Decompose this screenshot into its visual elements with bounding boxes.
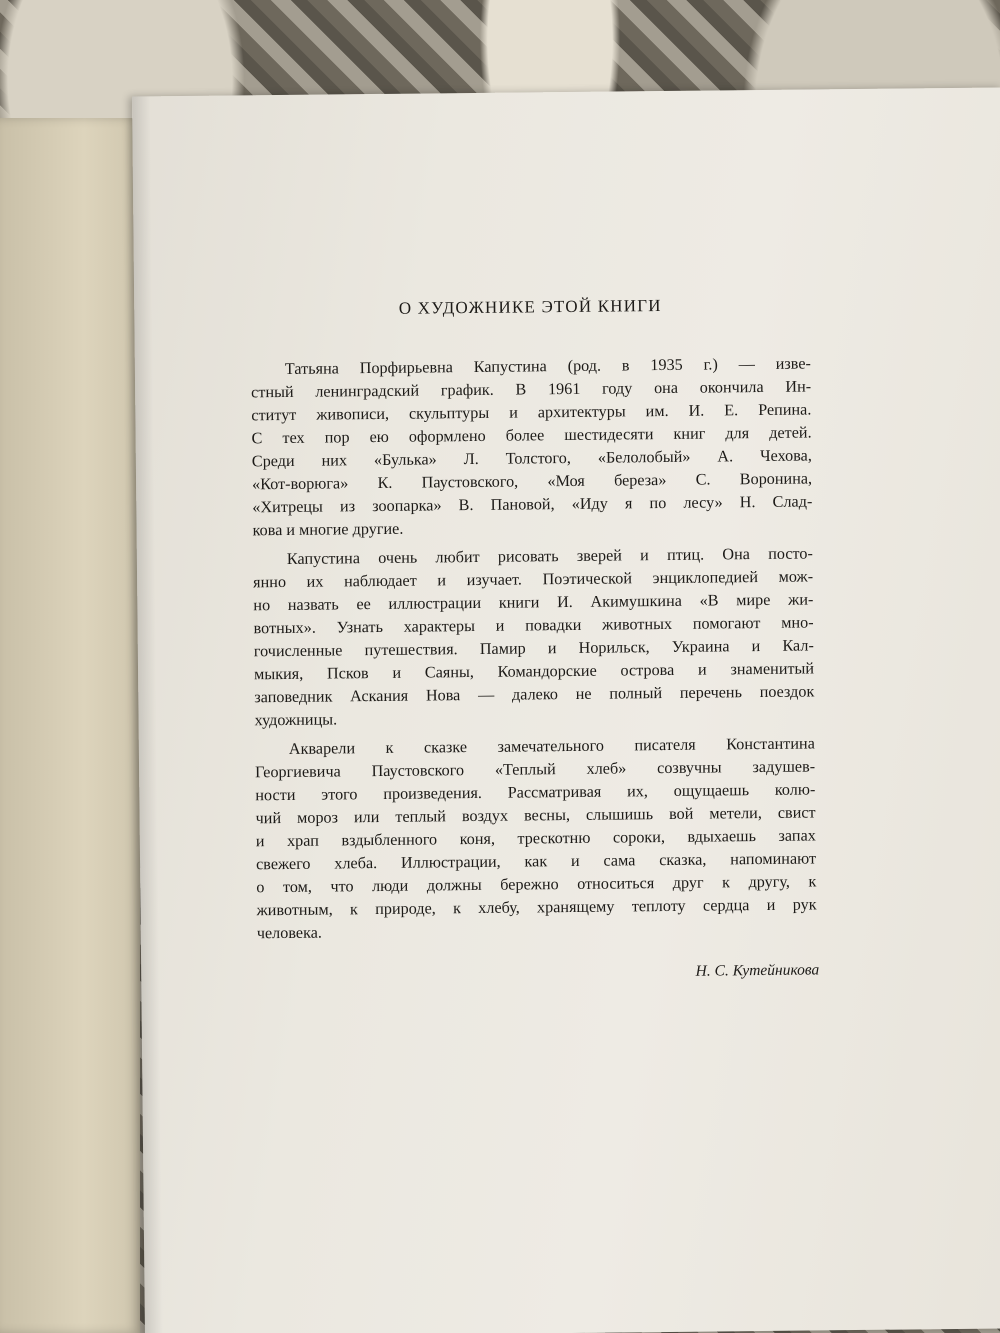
text-line: животным, к природе, к хлебу, хранящему теплоту сердца и рук <box>256 895 817 920</box>
text-line: вотных». Узнать характеры и повадки животных помогают мно- <box>253 613 814 638</box>
text-line: Татьяна Порфирьевна Капустина (род. в 1935 г.) — изве- <box>284 354 811 378</box>
text-line: стный ленинградский график. В 1961 году она окончила Ин- <box>251 377 812 402</box>
text-line: свежего хлеба. Иллюстрации, как и сама сказка, напоминают <box>255 849 817 874</box>
text-line: ности этого произведения. Рассматривая их, ощущаешь колю- <box>255 780 816 805</box>
text-line: Акварели к сказке замечательного писателя Константина <box>288 734 815 758</box>
article-body <box>251 352 817 945</box>
page-title: О ХУДОЖНИКЕ ЭТОЙ КНИГИ <box>398 296 662 318</box>
left-page-edge <box>0 118 140 1333</box>
text-line: «Хитрецы из зоопарка» В. Пановой, «Иду я по лесу» Н. Слад- <box>252 492 813 517</box>
paragraph-2 <box>253 542 815 732</box>
paragraph-3 <box>255 732 817 945</box>
text-line: Капустина очень любит рисовать зверей и птиц. Она посто- <box>286 544 813 568</box>
text-line: но назвать ее иллюстрации книги И. Акимушкина «В мире жи- <box>253 590 814 615</box>
text-line: о том, что люди должны бережно относиться друг к другу, к <box>256 872 817 897</box>
text-line: «Кот-ворюга» К. Паустовского, «Моя береза» С. Воронина, <box>251 469 813 494</box>
text-line: чий мороз или теплый воздух весны, слышишь вой метели, свист <box>255 803 816 828</box>
text-line: ститут живописи, скульптуры и архитектуры им. И. Е. Репина. <box>251 400 812 425</box>
paragraph-1 <box>251 352 813 542</box>
text-line: человека. <box>256 923 322 943</box>
text-line: художницы. <box>254 710 338 730</box>
page-content <box>250 294 820 985</box>
book-page <box>132 87 1000 1333</box>
text-line: и храп вздыбленного коня, трескотню сороки, вдыхаешь запах <box>255 826 816 851</box>
text-line: С тех пор ею оформлено более шестидесяти книг для детей. <box>251 423 812 448</box>
text-line: гочисленные путешествия. Памир и Норильск, Украина и Кал- <box>253 636 814 661</box>
text-line: заповедник Аскания Нова — далеко не полный перечень поездок <box>254 682 815 707</box>
text-line: Георгиевича Паустовского «Теплый хлеб» созвучны задушев- <box>255 757 816 782</box>
text-line: кова и многие другие. <box>252 519 404 540</box>
text-line: Среди них «Булька» Л. Толстого, «Белолобый» А. Чехова, <box>251 446 812 471</box>
text-line: мыкия, Псков и Саяны, Командорские острова и знаменитый <box>253 659 815 684</box>
author-signature: Н. С. Кутейникова <box>695 961 820 980</box>
text-line: янно их наблюдает и изучает. Поэтической энциклопедией мож- <box>253 567 814 592</box>
